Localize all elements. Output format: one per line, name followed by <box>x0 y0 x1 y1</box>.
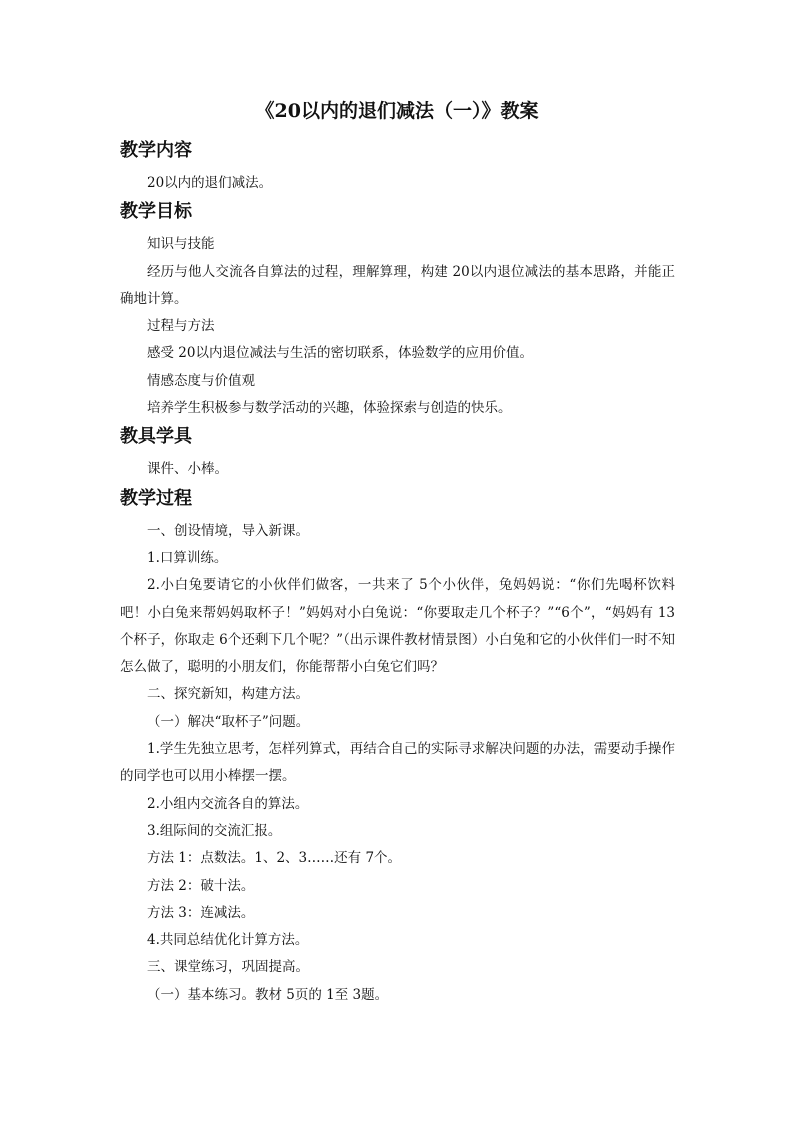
paragraph: 经历与他人交流各自算法的过程，理解算理，构建 20以内退位减法的基本思路，并能正确地计算。 <box>120 263 675 307</box>
paragraph: 二、探究新知，构建方法。 <box>147 686 309 703</box>
paragraph: 4.共同总结优化计算方法。 <box>147 932 309 949</box>
document-body <box>120 136 675 1009</box>
paragraph: （一）解决“取杯子”问题。 <box>147 713 310 730</box>
paragraph: 方法 1：点数法。1、2、3……还有 7个。 <box>147 850 402 867</box>
paragraph: 1.学生先独立思考，怎样列算式，再结合自己的实际寻求解决问题的办法，需要动手操作的同学也可以用小棒摆一摆。 <box>120 741 675 785</box>
section-heading: 教具学具 <box>120 426 192 448</box>
paragraph: 3.组际间的交流汇报。 <box>147 822 282 839</box>
paragraph: 1.口算训练。 <box>147 549 228 566</box>
paragraph: 培养学生积极参与数学活动的兴趣，体验探索与创造的快乐。 <box>147 400 512 417</box>
paragraph: 方法 3：连减法。 <box>147 904 255 921</box>
section-teaching-aids <box>120 422 675 483</box>
section-heading: 教学内容 <box>120 140 192 161</box>
section-heading: 教学过程 <box>120 487 192 509</box>
paragraph: 2.小白兔要请它的小伙伴们做客，一共来了 5个小伙伴，兔妈妈说：“你们先喝杯饮料吧！小白兔来帮妈妈取杯子！”妈妈对小白兔说：“你要取走几个杯子？”“6个”，“妈妈有 13个杯子，你取走 6个还剩下几个呢？”（出示课件教材情景图）小白兔和它的小伙伴们一时不知怎么做了，聪明的小朋友们，你能帮帮小白兔它们吗？ <box>120 577 675 676</box>
paragraph: 情感态度与价值观 <box>147 372 255 389</box>
section-teaching-process <box>120 484 675 1009</box>
paragraph: 20以内的退们减法。 <box>147 175 273 191</box>
paragraph: （一）基本练习。教材 5页的 1至 3题。 <box>147 986 389 1003</box>
paragraph: 感受 20以内退位减法与生活的密切联系，体验数学的应用价值。 <box>147 345 533 362</box>
paragraph: 方法 2：破十法。 <box>147 877 255 894</box>
section-heading: 教学目标 <box>120 201 192 223</box>
section-teaching-content <box>120 136 675 197</box>
paragraph: 课件、小棒。 <box>147 461 228 478</box>
paragraph: 过程与方法 <box>147 318 215 335</box>
section-teaching-goals <box>120 197 675 422</box>
paragraph: 三、课堂练习，巩固提高。 <box>147 959 309 976</box>
paragraph: 知识与技能 <box>147 236 215 253</box>
document-title: 《20以内的退们减法（一）》教案 <box>255 100 539 122</box>
paragraph: 2.小组内交流各自的算法。 <box>147 795 309 812</box>
paragraph: 一、创设情境，导入新课。 <box>147 522 309 539</box>
